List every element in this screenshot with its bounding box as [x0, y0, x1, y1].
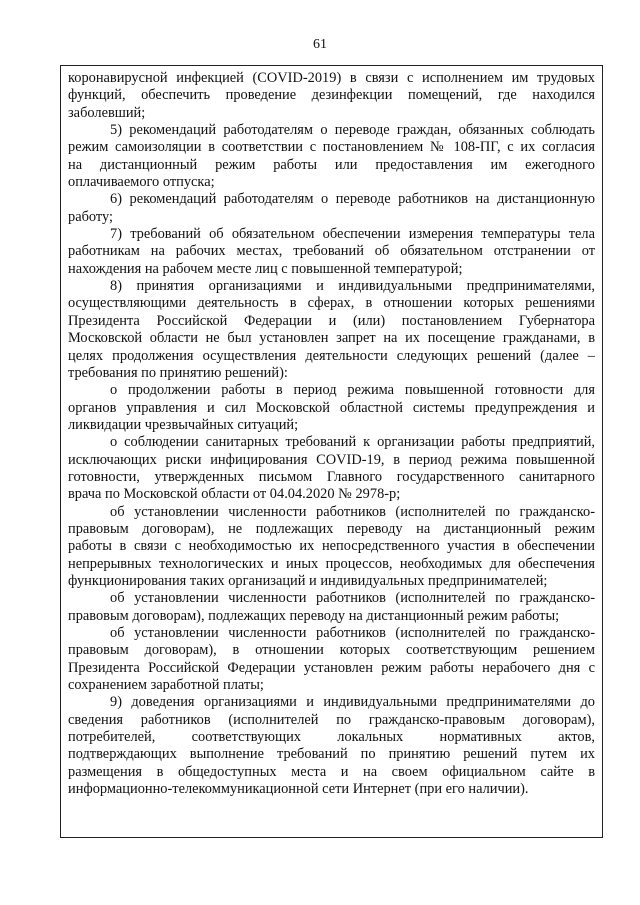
text-line: требования по принятию решений): — [68, 364, 288, 381]
text-line: о продолжении работы в период режима повышенной готовности для — [110, 382, 595, 399]
text-line: функционирования таких организаций и индивидуальных предпринимателей; — [68, 572, 548, 589]
text-line: информационно-телекоммуникационной сети Интернет (при его наличии). — [68, 781, 529, 798]
text-line: заболевший; — [68, 104, 146, 121]
text-line: целях продолжения осуществления деятельности следующих решений (далее – — [68, 347, 595, 364]
text-line: на дистанционный режим работы или предоставления им ежегодного — [68, 156, 595, 173]
text-line: правовым договорам), в отношении которых соответствующим решением — [68, 642, 595, 659]
text-line: сведения работников (исполнителей по гражданско-правовым договорам), — [68, 711, 595, 728]
text-line: об установлении численности работников (исполнителей по гражданско- — [110, 625, 595, 641]
text-line: готовности, утвержденных письмом Главного государственного санитарного — [68, 468, 595, 485]
text-line: 7) требований об обязательном обеспечении измерения температуры тела — [110, 226, 595, 243]
text-line: правовым договорам), подлежащих переводу на дистанционный режим работы; — [68, 607, 560, 624]
page-number: 61 — [313, 37, 327, 52]
text-line: функций, обеспечить проведение дезинфекции помещений, где находился — [68, 87, 595, 104]
text-line: 5) рекомендаций работодателям о переводе граждан, обязанных соблюдать — [110, 122, 595, 139]
text-line: 8) принятия организациями и индивидуальными предпринимателями, — [110, 278, 595, 295]
text-line: режим самоизоляции в соответствии с постановлением № 108-ПГ, с их согласия — [68, 139, 595, 156]
text-line: врача по Московской области от 04.04.2020 № 2978-р; — [68, 486, 401, 503]
text-line: непрерывных технологических и иных процессов, необходимых для обеспечения — [68, 555, 595, 572]
document-body — [68, 70, 595, 798]
text-line: работникам на рабочих местах, требований об обязательном отстранении от — [68, 243, 595, 260]
text-line: нахождения на рабочем месте лиц с повышенной температурой; — [68, 260, 463, 277]
text-line: подтверждающих выполнение требований по принятию решений путем их — [68, 746, 595, 763]
text-line: об установлении численности работников (исполнителей по гражданско- — [110, 590, 595, 607]
text-line: сохранением заработной платы; — [68, 677, 264, 694]
text-line: об установлении численности работников (исполнителей по гражданско- — [110, 503, 595, 520]
text-line: работы в связи с необходимостью их непосредственного участия в обеспечении — [68, 538, 595, 555]
text-line: потребителей, соответствующих локальных нормативных актов, — [68, 729, 595, 746]
text-line: Президента Российской Федерации установлен режим работы нерабочего дня с — [68, 659, 595, 676]
text-line: размещения в общедоступных места и на своем официальном сайте в — [68, 763, 595, 780]
text-line: ликвидации чрезвычайных ситуаций; — [68, 416, 299, 433]
text-line: работу; — [68, 208, 114, 225]
text-line: правовым договорам), не подлежащих переводу на дистанционный режим — [68, 520, 595, 537]
text-line: 9) доведения организациями и индивидуальными предпринимателями до — [110, 694, 595, 711]
text-line: коронавирусной инфекцией (COVID-2019) в связи с исполнением им трудовых — [68, 70, 595, 86]
text-line: Московской области не был установлен запрет на их посещение гражданами, в — [68, 330, 595, 347]
text-line: 6) рекомендаций работодателям о переводе работников на дистанционную — [110, 191, 595, 208]
text-line: оплачиваемого отпуска; — [68, 174, 215, 191]
text-line: исключающих риски инфицирования COVID-19, в период режима повышенной — [68, 451, 595, 468]
text-line: осуществляющими деятельность в сферах, в отношении которых решениями — [68, 295, 595, 312]
text-line: Президента Российской Федерации и (или) постановлением Губернатора — [68, 312, 595, 329]
text-line: о соблюдении санитарных требований к организации работы предприятий, — [110, 434, 595, 451]
text-line: органов управления и сил Московской областной системы предупреждения и — [68, 399, 595, 416]
